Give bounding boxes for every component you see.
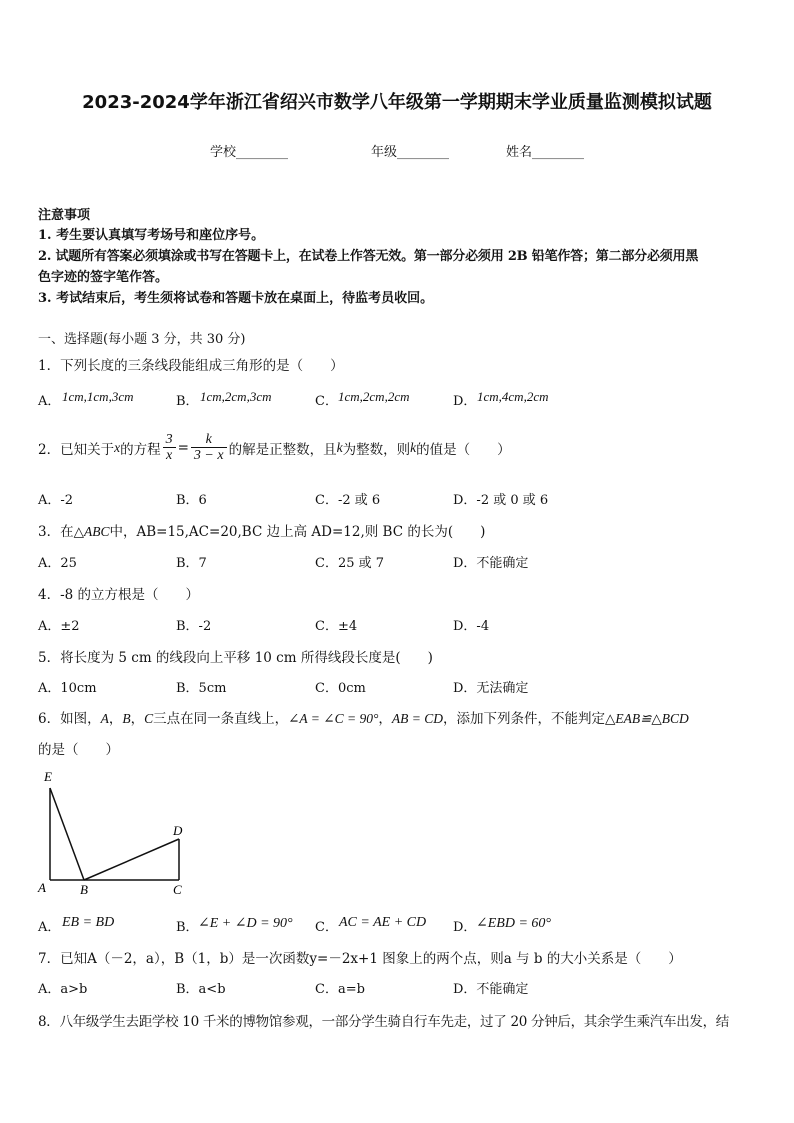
- q2-equals: =: [177, 439, 189, 456]
- q6-option-a-label: A．: [38, 920, 61, 935]
- q1-option-d-label: D．: [453, 394, 477, 409]
- q5-option-d: D．无法确定: [453, 681, 529, 696]
- q6-point-c: C: [144, 711, 154, 726]
- question-3-stem: [38, 520, 485, 540]
- label-d: D: [173, 823, 183, 838]
- fraction-3-over-x: [163, 432, 176, 463]
- q6-text: ，添加下列条件，不能判定: [442, 711, 605, 727]
- q6-option-b-label: B．: [176, 920, 199, 935]
- q2-frac1-den: x: [165, 448, 173, 463]
- q5-option-a: A．10cm: [38, 681, 97, 696]
- q6-text: ，: [108, 711, 123, 727]
- section-heading: 一、选择题(每小题 3 分，共 30 分): [38, 332, 246, 347]
- q4-option-d: D．-4: [453, 619, 490, 634]
- q3-text: 中，AB=15,AC=20,BC 边上高 AD=12,则 BC 的长为( ): [109, 524, 486, 540]
- q1-option-b: 1cm,2cm,3cm: [200, 389, 272, 404]
- q6-option-d: ∠EBD = 60°: [476, 916, 551, 931]
- q2-text: 的值是（ ）: [416, 441, 511, 458]
- q6-option-c-label: C．: [315, 920, 338, 935]
- q6-text: ，: [378, 711, 392, 727]
- question-5-stem: 5．将长度为 5 cm 的线段向上平移 10 cm 所得线段长度是( ): [38, 650, 433, 666]
- q7-option-b: B．a<b: [176, 982, 226, 997]
- q2-text: 为整数，则: [342, 441, 411, 458]
- school-field: 学校________: [210, 145, 289, 160]
- q2-var-k: k: [410, 439, 417, 455]
- q1-option-a-label: A．: [38, 394, 61, 409]
- notice-item: 2. 试题所有答案必须填涂或书写在答题卡上，在试卷上作答无效。第一部分必须用 2B 铅笔作答；第二部分必须用黑: [38, 249, 699, 264]
- q6-point-a: A: [100, 711, 109, 726]
- q6-congruence: △EAB≌△BCD: [604, 711, 689, 726]
- page-title: 2023-2024学年浙江省绍兴市数学八年级第一学期期末学业质量监测模拟试题: [82, 92, 712, 113]
- q4-option-b: B．-2: [176, 619, 212, 634]
- q2-text: 的方程: [120, 441, 161, 458]
- q1-option-b-label: B．: [176, 394, 199, 409]
- q6-text: 三点在同一条直线上，: [153, 711, 289, 727]
- q1-option-c-label: C．: [315, 394, 338, 409]
- question-4-stem: 4．-8 的立方根是（ ）: [38, 587, 200, 603]
- question-2-stem: [38, 432, 511, 463]
- q3-option-d: D．不能确定: [453, 556, 529, 571]
- q2-option-b: B．6: [176, 493, 207, 508]
- q2-frac2-num: k: [191, 432, 227, 448]
- notice-heading: 注意事项: [38, 208, 91, 223]
- notice-item: 3. 考试结束后，考生须将试卷和答题卡放在桌面上，待监考员收回。: [38, 291, 434, 306]
- label-a: A: [38, 880, 46, 895]
- q2-var-x: x: [114, 439, 121, 455]
- label-b: B: [80, 882, 88, 897]
- q6-option-d-label: D．: [453, 920, 477, 935]
- q5-option-b: B．5cm: [176, 681, 227, 696]
- question-6-stem: [38, 707, 689, 727]
- q2-option-a: A．-2: [38, 493, 74, 508]
- q6-text: 6．如图，: [38, 711, 101, 727]
- question-1-stem: 1．下列长度的三条线段能组成三角形的是（ ）: [38, 358, 344, 374]
- name-field: 姓名________: [506, 145, 585, 160]
- question-7-stem: 7．已知A（－2，a），B（1，b）是一次函数y=－2x+1 图象上的两个点，则a 与 b 的大小关系是（ ）: [38, 951, 682, 967]
- label-c: C: [173, 882, 182, 897]
- q6-text: ，: [130, 711, 145, 727]
- q3-option-b: B．7: [176, 556, 207, 571]
- question-8-stem: 8．八年级学生去距学校 10 千米的博物馆参观，一部分学生骑自行车先走，过了 20 分钟后，其余学生乘汽车出发，结: [38, 1014, 730, 1030]
- q7-option-c: C．a=b: [315, 982, 365, 997]
- segment-bd: [84, 839, 179, 880]
- q2-frac2-den: 3 − x: [193, 448, 224, 463]
- notice-item: 色字迹的签字笔作答。: [38, 270, 169, 285]
- segment-eb: [50, 788, 84, 880]
- q2-option-c: C．-2 或 6: [315, 493, 381, 508]
- q2-text: 2．已知关于: [38, 441, 115, 458]
- q7-option-d: D．不能确定: [453, 982, 529, 997]
- q7-option-a: A．a>b: [38, 982, 88, 997]
- q3-text: 3．在: [38, 524, 74, 540]
- q4-option-c: C．±4: [315, 619, 358, 634]
- q6-point-b: B: [122, 711, 131, 726]
- q2-option-d: D．-2 或 0 或 6: [453, 493, 549, 508]
- question-6-stem-line2: 的是（ ）: [38, 742, 119, 758]
- fraction-k-over-3-minus-x: [191, 432, 227, 463]
- q6-angle-condition: ∠A = ∠C = 90°: [288, 711, 379, 726]
- q1-option-c: 1cm,2cm,2cm: [338, 389, 410, 404]
- q2-frac1-num: 3: [163, 432, 176, 448]
- q2-var-k: k: [336, 439, 343, 455]
- q2-text: 的解是正整数，且: [228, 441, 337, 458]
- q5-option-c: C．0cm: [315, 681, 366, 696]
- q6-option-b: ∠E + ∠D = 90°: [198, 916, 293, 931]
- q3-triangle: △ABC: [73, 524, 110, 539]
- q1-option-a: 1cm,1cm,3cm: [62, 389, 134, 404]
- label-e: E: [44, 769, 52, 784]
- q6-option-a: EB = BD: [62, 915, 115, 930]
- q4-option-a: A．±2: [38, 619, 80, 634]
- q3-option-a: A．25: [38, 556, 77, 571]
- grade-field: 年级________: [371, 145, 450, 160]
- q6-side-condition: AB = CD: [391, 711, 443, 726]
- q1-option-d: 1cm,4cm,2cm: [477, 389, 549, 404]
- geometry-figure: [36, 768, 196, 900]
- q6-option-c: AC = AE + CD: [339, 915, 427, 930]
- notice-item: 1. 考生要认真填写考场号和座位序号。: [38, 228, 265, 243]
- q3-option-c: C．25 或 7: [315, 556, 385, 571]
